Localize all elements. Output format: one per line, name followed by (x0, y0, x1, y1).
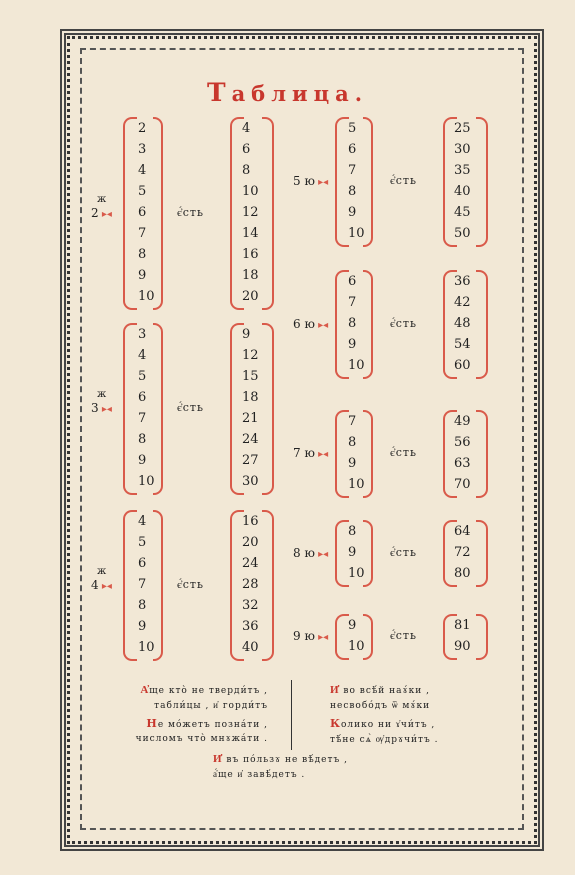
factor-bracket (335, 270, 349, 379)
factor-number: 8 (348, 524, 357, 539)
poem-line-left (118, 700, 268, 711)
factor-bracket-right (153, 117, 163, 310)
product-number: 6 (242, 142, 251, 157)
verb-label: є҆́сть (177, 401, 204, 414)
poem-line-center (213, 752, 348, 765)
product-number: 15 (242, 369, 259, 384)
factor-number: 9 (348, 337, 357, 352)
line-text: несвобо́дъ ѿ мɤ́ки (330, 701, 431, 711)
product-number: 25 (454, 121, 471, 136)
product-number: 30 (454, 142, 471, 157)
product-number: 12 (242, 348, 259, 363)
product-number: 14 (242, 226, 259, 241)
product-number: 16 (242, 247, 259, 262)
product-number: 36 (242, 619, 259, 634)
factor-number: 10 (348, 358, 365, 373)
factor-bracket (123, 510, 137, 661)
factor-number: 5 (138, 535, 147, 550)
product-bracket-right (476, 410, 488, 498)
poem-line-left (118, 734, 268, 744)
product-number: 54 (454, 337, 471, 352)
line-initial: И҆ (330, 683, 340, 696)
multiplier-number: 9 ю (293, 629, 315, 643)
verb-label: є҆́сть (390, 545, 417, 559)
factor-bracket-right (153, 323, 163, 495)
product-number: 40 (454, 184, 471, 199)
factor-number: 8 (348, 184, 357, 199)
product-number: 4 (242, 121, 251, 136)
product-number: 40 (242, 640, 259, 655)
line-text: числомъ что̀ мнɤжа́ти . (135, 734, 268, 744)
factor-number: 6 (348, 142, 357, 157)
product-number: 21 (242, 411, 259, 426)
product-number: 70 (454, 477, 471, 492)
verb-label: є҆́сть (390, 629, 417, 642)
line-initial: К (330, 717, 342, 730)
arrow-mark: ▸◂ (314, 319, 329, 331)
multiplier-number: 7 ю (293, 446, 315, 460)
factor-number: 9 (348, 205, 357, 220)
factor-number: 5 (138, 184, 147, 199)
multiplier-label (293, 546, 328, 560)
factor-number: 9 (138, 268, 147, 283)
poem-line-right (330, 734, 438, 745)
product-number: 27 (242, 453, 259, 468)
poem-line-center (213, 769, 305, 780)
line-initial: Н (146, 717, 158, 730)
factor-number: 10 (348, 566, 365, 581)
factor-bracket-right (363, 614, 373, 660)
factor-number: 6 (138, 205, 147, 220)
factor-number: 3 (138, 142, 147, 157)
factor-bracket-right (363, 520, 373, 587)
line-text: табли́цы , и҆ горди́тъ (154, 701, 268, 711)
factor-number: 10 (138, 474, 155, 489)
product-bracket-right (262, 323, 274, 495)
arrow-mark: ▸◂ (98, 404, 112, 415)
factor-number: 8 (138, 247, 147, 262)
factor-number: 7 (138, 411, 147, 426)
multiplier-label (293, 629, 328, 643)
factor-number: 4 (138, 348, 147, 363)
product-number: 32 (242, 598, 259, 613)
arrow-mark: ▸◂ (314, 632, 329, 643)
multiplier-number: 8 ю (293, 545, 315, 560)
factor-bracket (335, 117, 349, 247)
verb-label: є҆́сть (177, 577, 204, 591)
multiplier-label (91, 193, 112, 220)
factor-bracket-right (153, 510, 163, 661)
factor-number: 10 (348, 226, 365, 241)
factor-number: 10 (348, 477, 365, 492)
factor-bracket-right (363, 410, 373, 498)
product-number: 42 (454, 295, 471, 310)
factor-bracket (123, 117, 137, 310)
factor-number: 10 (138, 289, 155, 304)
product-number: 45 (454, 205, 471, 220)
product-number: 72 (454, 545, 471, 560)
multiplier-superscript: ж (97, 193, 107, 205)
multiplier-label (91, 389, 112, 415)
line-text: а҆́ще и҆ завѣ́детъ . (213, 770, 306, 780)
multiplier-superscript: ж (97, 565, 107, 577)
factor-number: 4 (138, 514, 147, 529)
product-number: 18 (242, 268, 259, 283)
factor-number: 9 (348, 456, 357, 471)
factor-number: 8 (348, 316, 357, 331)
factor-number: 8 (348, 435, 357, 450)
factor-number: 6 (138, 390, 147, 405)
product-number: 24 (242, 556, 259, 571)
product-number: 64 (454, 524, 471, 539)
line-text: въ по́льзɤ не вѣ́детъ , (222, 755, 348, 765)
factor-number: 5 (348, 121, 357, 136)
multiplier-label (293, 174, 328, 188)
factor-number: 3 (138, 327, 147, 342)
factor-number: 7 (348, 414, 357, 429)
product-bracket-right (476, 614, 488, 660)
product-number: 18 (242, 390, 259, 405)
factor-number: 7 (348, 163, 357, 178)
poem-line-left (118, 683, 268, 696)
product-number: 20 (242, 535, 259, 550)
verb-label: є҆́сть (390, 316, 417, 330)
factor-bracket-right (363, 117, 373, 247)
multiplier-number: 2 (91, 205, 99, 220)
multiplier-superscript: ж (97, 389, 107, 400)
factor-number: 10 (348, 639, 365, 654)
line-initial: И҆ (213, 752, 223, 765)
product-number: 49 (454, 414, 471, 429)
factor-number: 7 (138, 226, 147, 241)
product-bracket-right (476, 270, 488, 379)
arrow-mark: ▸◂ (98, 208, 112, 220)
factor-number: 9 (138, 619, 147, 634)
arrow-mark: ▸◂ (314, 177, 329, 188)
product-number: 63 (454, 456, 471, 471)
product-bracket-right (476, 520, 488, 587)
product-bracket-right (262, 510, 274, 661)
factor-number: 9 (348, 545, 357, 560)
product-number: 56 (454, 435, 471, 450)
multiplier-number: 3 (91, 401, 99, 415)
verb-label: є҆́сть (177, 205, 204, 219)
factor-number: 4 (138, 163, 147, 178)
product-number: 24 (242, 432, 259, 447)
multiplier-number: 4 (91, 577, 99, 592)
factor-number: 8 (138, 598, 147, 613)
verb-label: є҆́сть (390, 174, 417, 187)
product-number: 50 (454, 226, 471, 241)
multiplier-label (293, 446, 328, 460)
product-number: 9 (242, 327, 251, 342)
factor-number: 8 (138, 432, 147, 447)
poem-line-right (330, 683, 430, 696)
factor-bracket-right (363, 270, 373, 379)
product-number: 48 (454, 316, 471, 331)
multiplier-number: 6 ю (293, 316, 315, 331)
product-bracket-right (262, 117, 274, 310)
factor-number: 6 (348, 274, 357, 289)
product-number: 20 (242, 289, 259, 304)
factor-bracket (123, 323, 137, 495)
page-title (0, 78, 575, 107)
product-number: 60 (454, 358, 471, 373)
arrow-mark: ▸◂ (314, 548, 329, 560)
product-number: 28 (242, 577, 259, 592)
poem-divider (291, 680, 292, 750)
line-text: во всѣ́й наɤ́ки , (339, 686, 430, 696)
multiplier-label (91, 565, 112, 592)
factor-bracket (335, 520, 349, 587)
product-number: 81 (454, 618, 471, 633)
line-text: ще кто̀ не тверди́тъ , (149, 686, 268, 696)
poem-line-right (330, 700, 430, 711)
factor-number: 5 (138, 369, 147, 384)
arrow-mark: ▸◂ (98, 580, 112, 592)
product-number: 30 (242, 474, 259, 489)
product-number: 36 (454, 274, 471, 289)
title-initial: Т (206, 78, 232, 107)
product-number: 90 (454, 639, 471, 654)
line-text: олико ни ɤ҆чи́тъ , (341, 720, 436, 730)
factor-number: 9 (348, 618, 357, 633)
line-text: тѣ́не сѧ̀ ѹ҆дрɤчи́тъ . (330, 735, 439, 745)
line-initial: А҆ (140, 683, 150, 696)
factor-number: 7 (138, 577, 147, 592)
product-number: 80 (454, 566, 471, 581)
arrow-mark: ▸◂ (314, 449, 329, 460)
factor-number: 7 (348, 295, 357, 310)
product-number: 16 (242, 514, 259, 529)
poem-line-right (330, 717, 435, 730)
factor-number: 10 (138, 640, 155, 655)
product-bracket-right (476, 117, 488, 247)
factor-bracket (335, 614, 349, 660)
product-number: 8 (242, 163, 251, 178)
verb-label: є҆́сть (390, 446, 417, 459)
product-number: 35 (454, 163, 471, 178)
factor-number: 6 (138, 556, 147, 571)
factor-bracket (335, 410, 349, 498)
factor-number: 2 (138, 121, 147, 136)
product-number: 12 (242, 205, 259, 220)
title-rest: аблица. (231, 81, 369, 106)
multiplier-label (293, 317, 328, 331)
multiplier-number: 5 ю (293, 174, 315, 188)
line-text: е мо́жетъ позна́ти , (157, 720, 268, 730)
product-number: 10 (242, 184, 259, 199)
factor-number: 9 (138, 453, 147, 468)
poem-line-left (118, 717, 268, 730)
